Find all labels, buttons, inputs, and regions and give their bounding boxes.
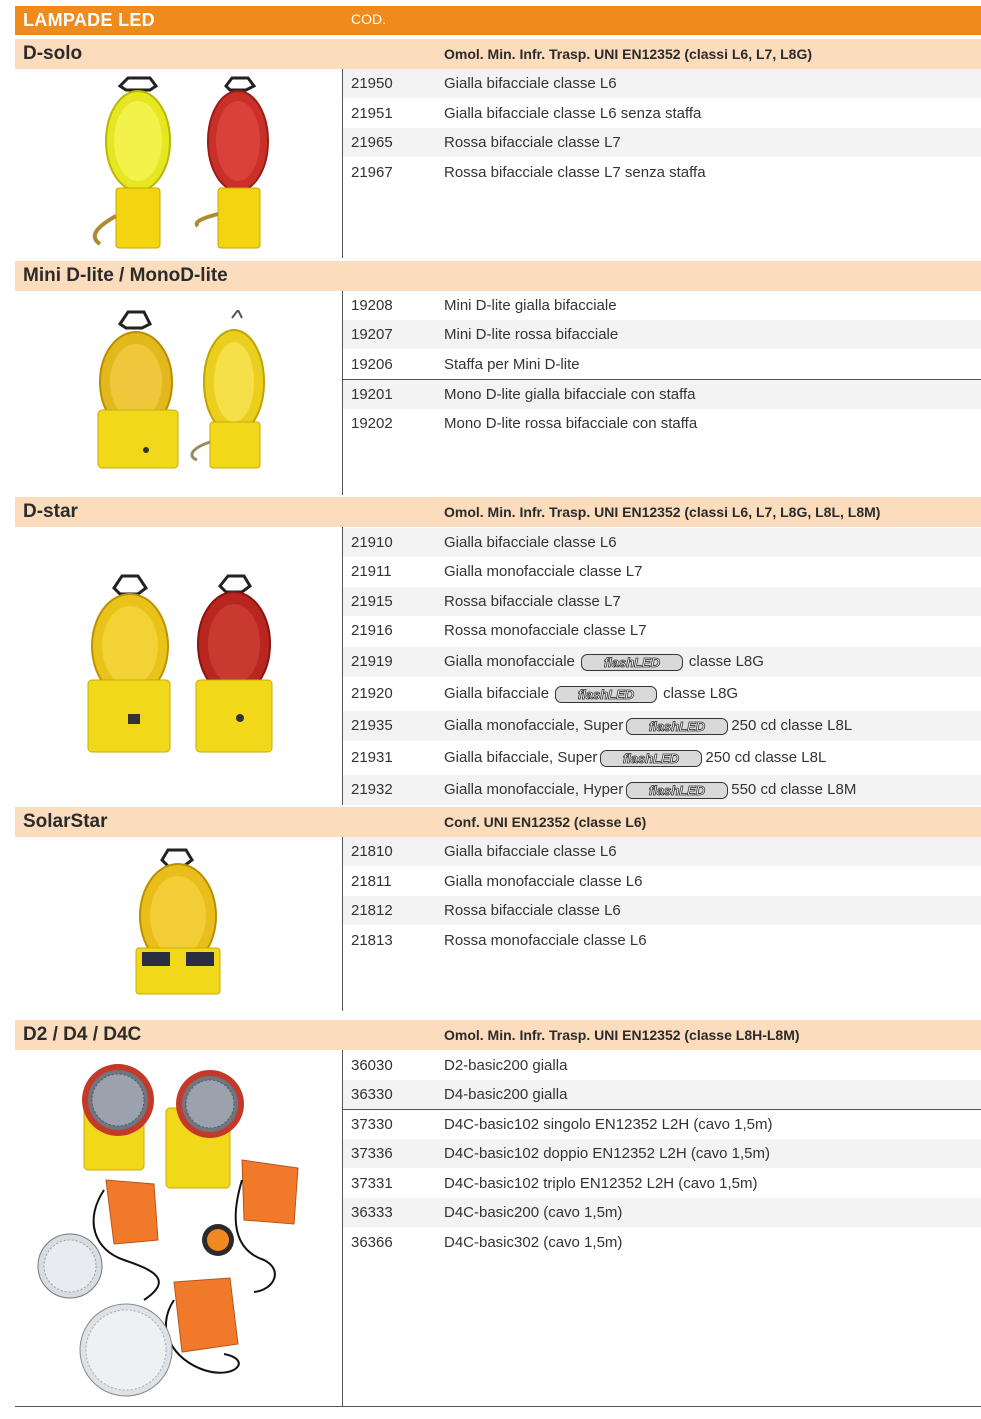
- product-code: 36333: [351, 1204, 393, 1221]
- table-row: [343, 743, 981, 773]
- product-code: 21916: [351, 622, 393, 639]
- product-description: D4C-basic302 (cavo 1,5m): [444, 1234, 623, 1251]
- product-description: D2-basic200 gialla: [444, 1057, 568, 1074]
- section-name: D-solo: [23, 43, 83, 64]
- table-row: [343, 557, 981, 586]
- mini-d-lite-lamps-image: [92, 310, 272, 475]
- section-omologation: Conf. UNI EN12352 (classe L6): [444, 814, 647, 830]
- product-code: 21931: [351, 749, 393, 766]
- product-description: Mini D-lite gialla bifacciale: [444, 297, 617, 314]
- product-description: Rossa monofacciale classe L7: [444, 622, 647, 639]
- product-code: 21920: [351, 685, 393, 702]
- table-row: [343, 775, 981, 805]
- product-code: 21910: [351, 534, 393, 551]
- product-description: Rossa bifacciale classe L7: [444, 134, 621, 151]
- section-omologation: Omol. Min. Infr. Trasp. UNI EN12352 (classi L6, L7, L8G): [444, 46, 812, 62]
- table-row: [343, 616, 981, 645]
- section-name: D2 / D4 / D4C: [23, 1024, 142, 1045]
- product-description: Mono D-lite gialla bifacciale con staffa: [444, 386, 696, 403]
- table-row: [343, 679, 981, 709]
- product-description: Mono D-lite rossa bifacciale con staffa: [444, 415, 698, 432]
- product-code: 21911: [351, 563, 392, 580]
- product-code: 19202: [351, 415, 393, 432]
- table-row: [343, 158, 981, 187]
- product-code: 19201: [351, 386, 393, 403]
- product-code: 21932: [351, 781, 393, 798]
- product-description: [444, 781, 856, 798]
- section-omologation: Omol. Min. Infr. Trasp. UNI EN12352 (classi L6, L7, L8G, L8L, L8M): [444, 504, 881, 520]
- product-description: D4C-basic102 singolo EN12352 L2H (cavo 1,5m): [444, 1116, 773, 1133]
- product-description: D4-basic200 gialla: [444, 1086, 568, 1103]
- description-text: Gialla monofacciale, Hyper: [444, 781, 624, 798]
- header-bar: [15, 6, 981, 35]
- product-code: 21810: [351, 843, 393, 860]
- product-code: 36030: [351, 1057, 393, 1074]
- product-description: D4C-basic102 doppio EN12352 L2H (cavo 1,5m): [444, 1145, 771, 1162]
- description-text: classe L8G: [688, 653, 764, 670]
- table-row: [343, 926, 981, 955]
- section-name: D-star: [23, 501, 78, 522]
- product-description: Gialla monofacciale classe L6: [444, 873, 643, 890]
- product-description: Gialla bifacciale classe L6: [444, 843, 617, 860]
- svg-text:flashLED: flashLED: [603, 655, 661, 670]
- svg-text:flashLED: flashLED: [623, 751, 680, 766]
- description-text: 550 cd classe L8M: [731, 781, 857, 798]
- section-omologation: Omol. Min. Infr. Trasp. UNI EN12352 (classe L8H-L8M): [444, 1027, 800, 1043]
- product-description: Gialla monofacciale classe L7: [444, 563, 643, 580]
- solarstar-lamp-image: [134, 848, 224, 998]
- table-row: [343, 291, 981, 320]
- table-row: [343, 99, 981, 128]
- section-header-mini-d-lite: [15, 261, 981, 291]
- section-header-d2-d4-d4c: [15, 1020, 981, 1050]
- product-description: D4C-basic200 (cavo 1,5m): [444, 1204, 623, 1221]
- description-text: classe L8G: [663, 685, 739, 702]
- flashled-logo-icon: [626, 718, 728, 735]
- d-solo-lamps-image: [78, 76, 278, 252]
- svg-text:flashLED: flashLED: [577, 687, 635, 702]
- product-code: 21919: [351, 653, 393, 670]
- table-row: [343, 896, 981, 925]
- section-header-solarstar: [15, 807, 981, 837]
- description-text: 250 cd classe L8L: [731, 717, 853, 734]
- description-text: Gialla monofacciale, Super: [444, 717, 624, 734]
- table-row: [343, 380, 981, 409]
- table-row: [343, 837, 981, 866]
- table-row: [343, 711, 981, 741]
- flashled-logo-icon: [581, 654, 683, 671]
- description-text: Gialla bifacciale: [444, 685, 550, 702]
- product-code: 21915: [351, 593, 393, 610]
- flashled-logo-icon: [600, 750, 702, 767]
- product-description: Gialla bifacciale classe L6: [444, 534, 617, 551]
- table-row: [343, 1228, 981, 1257]
- table-row: [343, 1198, 981, 1227]
- table-bottom-border: [15, 1406, 981, 1407]
- product-description: [444, 717, 852, 734]
- table-row: [343, 1080, 981, 1109]
- product-description: [444, 653, 764, 670]
- product-description: Rossa bifacciale classe L7: [444, 593, 621, 610]
- table-row: [343, 1169, 981, 1198]
- table-row: [343, 1139, 981, 1168]
- product-code: 19207: [351, 326, 393, 343]
- product-code: 37336: [351, 1145, 393, 1162]
- product-code: 21967: [351, 164, 393, 181]
- table-row: [343, 320, 981, 349]
- product-description: D4C-basic102 triplo EN12352 L2H (cavo 1,5m): [444, 1175, 758, 1192]
- product-code: 36330: [351, 1086, 393, 1103]
- section-header-d-star: [15, 497, 981, 527]
- table-row: [343, 587, 981, 616]
- product-code: 37330: [351, 1116, 393, 1133]
- section-name: SolarStar: [23, 811, 108, 832]
- section-name: Mini D-lite / MonoD-lite: [23, 265, 228, 286]
- product-description: Mini D-lite rossa bifacciale: [444, 326, 619, 343]
- product-code: 19206: [351, 356, 393, 373]
- table-row: [343, 409, 981, 438]
- product-description: Gialla bifacciale classe L6: [444, 75, 617, 92]
- product-code: 19208: [351, 297, 393, 314]
- svg-text:flashLED: flashLED: [649, 719, 706, 734]
- flashled-logo-icon: [555, 686, 657, 703]
- flashled-logo-icon: [626, 782, 728, 799]
- product-description: [444, 749, 826, 766]
- product-description: Gialla bifacciale classe L6 senza staffa: [444, 105, 702, 122]
- description-text: Gialla monofacciale: [444, 653, 575, 670]
- product-code: 21813: [351, 932, 393, 949]
- product-code: 21951: [351, 105, 393, 122]
- description-text: Gialla bifacciale, Super: [444, 749, 598, 766]
- cod-column-label: COD.: [351, 11, 386, 27]
- table-row: [343, 1051, 981, 1080]
- table-row: [343, 647, 981, 677]
- product-code: 21811: [351, 873, 392, 890]
- product-description: [444, 685, 738, 702]
- table-row: [343, 128, 981, 157]
- product-description: Rossa bifacciale classe L6: [444, 902, 621, 919]
- product-description: Rossa monofacciale classe L6: [444, 932, 647, 949]
- d-star-lamps-image: [84, 574, 280, 758]
- table-row: [343, 350, 981, 379]
- product-code: 21935: [351, 717, 393, 734]
- svg-text:flashLED: flashLED: [649, 783, 706, 798]
- product-code: 21950: [351, 75, 393, 92]
- product-code: 21965: [351, 134, 393, 151]
- product-code: 37331: [351, 1175, 393, 1192]
- table-row: [343, 69, 981, 98]
- table-row: [343, 528, 981, 557]
- product-code: 36366: [351, 1234, 393, 1251]
- product-description: Rossa bifacciale classe L7 senza staffa: [444, 164, 706, 181]
- page-title: LAMPADE LED: [23, 10, 155, 30]
- table-row: [343, 1110, 981, 1139]
- table-row: [343, 867, 981, 896]
- d2-d4-d4c-lamps-image: [34, 1060, 314, 1400]
- description-text: 250 cd classe L8L: [705, 749, 827, 766]
- section-header-d-solo: [15, 39, 981, 69]
- product-code: 21812: [351, 902, 393, 919]
- product-description: Staffa per Mini D-lite: [444, 356, 580, 373]
